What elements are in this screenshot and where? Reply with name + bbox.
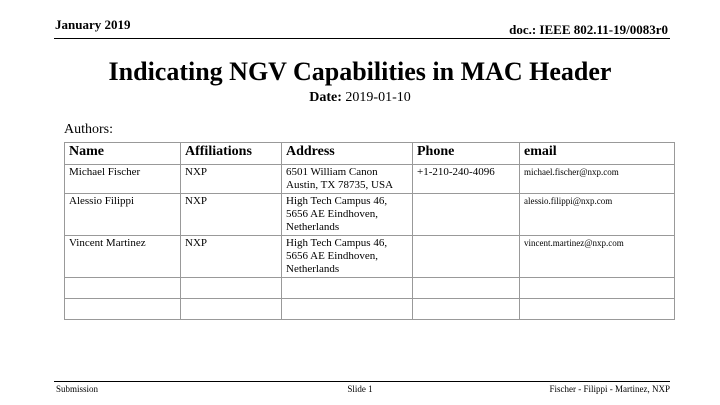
date-value: 2019-01-10 [345, 90, 411, 105]
author-address: High Tech Campus 46, 5656 AE Eindhoven, Netherlands [282, 194, 413, 236]
author-phone: +1-210-240-4096 [413, 165, 520, 194]
col-header-affiliations: Affiliations [181, 143, 282, 165]
col-header-email: email [520, 143, 675, 165]
header-date: January 2019 [55, 17, 131, 32]
author-phone [413, 236, 520, 278]
author-address: High Tech Campus 46, 5656 AE Eindhoven, Netherlands [282, 236, 413, 278]
footer-submission: Submission [56, 384, 99, 394]
author-email: michael.fischer@nxp.com [520, 165, 675, 194]
authors-label: Authors: [64, 122, 113, 137]
author-name: Michael Fischer [65, 165, 181, 194]
col-header-phone: Phone [413, 143, 520, 165]
authors-table [64, 142, 675, 320]
empty-cell [65, 299, 181, 320]
slide-title: Indicating NGV Capabilities in MAC Header [108, 57, 612, 86]
col-header-address: Address [282, 143, 413, 165]
table-row-empty [65, 278, 675, 299]
footer-slide-number: Slide 1 [347, 384, 373, 394]
table-row [65, 236, 675, 278]
empty-cell [65, 278, 181, 299]
table-header-row [65, 143, 675, 165]
empty-cell [413, 278, 520, 299]
date-label: Date: [309, 90, 342, 105]
header-doc-id: doc.: IEEE 802.11-19/0083r0 [509, 22, 668, 37]
empty-cell [520, 299, 675, 320]
author-affiliation: NXP [181, 194, 282, 236]
empty-cell [181, 278, 282, 299]
table-row [65, 165, 675, 194]
table-row-empty [65, 299, 675, 320]
author-address: 6501 William Canon Austin, TX 78735, USA [282, 165, 413, 194]
footer-divider [54, 381, 670, 382]
author-name: Vincent Martinez [65, 236, 181, 278]
table-row [65, 194, 675, 236]
empty-cell [413, 299, 520, 320]
empty-cell [181, 299, 282, 320]
col-header-name: Name [65, 143, 181, 165]
empty-cell [282, 299, 413, 320]
footer-authors: Fischer - Filippi - Martinez, NXP [549, 384, 670, 394]
author-phone [413, 194, 520, 236]
author-name: Alessio Filippi [65, 194, 181, 236]
author-affiliation: NXP [181, 165, 282, 194]
empty-cell [520, 278, 675, 299]
author-email: alessio.filippi@nxp.com [520, 194, 675, 236]
empty-cell [282, 278, 413, 299]
date-line [0, 90, 720, 106]
author-affiliation: NXP [181, 236, 282, 278]
author-email: vincent.martinez@nxp.com [520, 236, 675, 278]
header-divider [54, 38, 670, 39]
